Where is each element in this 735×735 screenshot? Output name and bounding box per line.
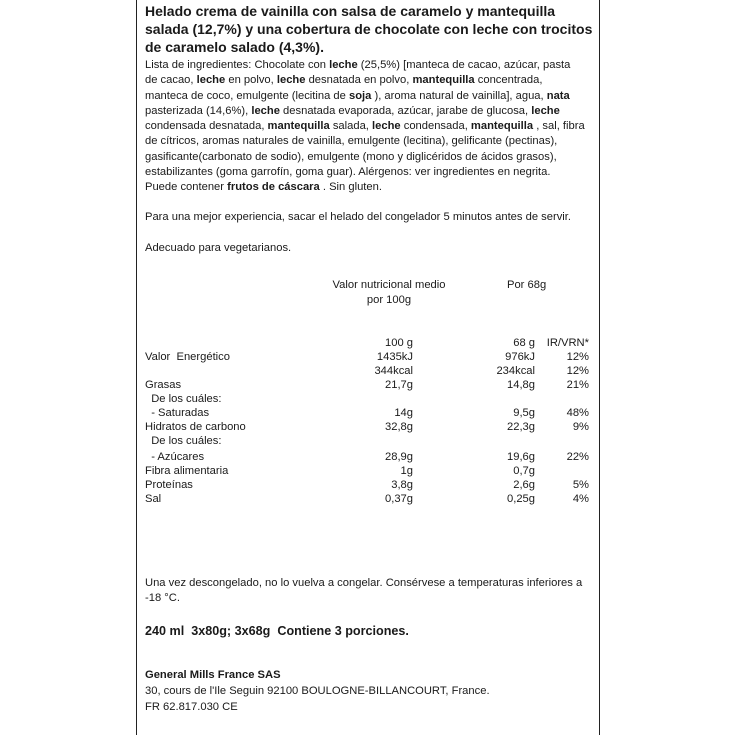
company-address: 30, cours de l'Ile Seguin 92100 BOULOGNE-BILLANCOURT, France. (145, 685, 490, 697)
ingredient-text: condensada desnatada, (145, 120, 268, 133)
ingredient-text: desnatada en polvo, (305, 74, 413, 87)
nutrient-label: Valor Energético (145, 351, 230, 363)
company-registration: FR 62.817.030 CE (145, 701, 238, 713)
nutrient-value-100g: 21,7g (385, 379, 413, 391)
ingredient-text: concentrada, manteca de coco, emulgente (lecitina de (145, 74, 543, 102)
nutrient-label: Fibra alimentaria (145, 465, 229, 477)
volume: 240 ml (145, 624, 185, 638)
nutrient-value-portion: 0,7g (513, 465, 535, 477)
nutrient-value-portion: 976kJ (505, 351, 535, 363)
nutrient-label: - Saturadas (145, 407, 210, 419)
ingredient-text: , sal, fibra de cítricos, aromas naturales de vainilla, emulgente (lecitina), gelificante (pectinas), gasificante(carbonato de sodio), emulgente (mono y diglicéridos de ácidos grasos), estabilizantes (goma garrofín, goma guar). Alérgenos: ver ingredientes en negrita. Puede contener (145, 120, 585, 194)
allergen-text: mantequilla (470, 120, 534, 133)
company-name: General Mills France SAS (145, 669, 281, 681)
allergen-text: leche (329, 59, 358, 71)
nutrient-ir-percent: 5% (572, 479, 589, 491)
unit-weights: 3x80g; 3x68g (191, 624, 271, 638)
nutrient-label: Hidratos de carbono (145, 421, 246, 433)
nutrient-value-100g: 0,37g (385, 493, 413, 505)
ingredients-list (145, 58, 585, 196)
portions: Contiene 3 porciones. (277, 624, 409, 638)
nutrient-value-portion: 19,6g (507, 451, 535, 463)
nutrient-ir-percent: 21% (566, 379, 589, 391)
nutrient-value-100g: 28,9g (385, 451, 413, 463)
serving-advice: Para una mejor experiencia, sacar el helado del congelador 5 minutos antes de servir. (145, 211, 571, 223)
nutrition-header-per-100g: Valor nutricional medio por 100g (332, 279, 446, 306)
ingredient-text: ), aroma natural de vainilla], agua, (371, 89, 547, 102)
nutrient-value-portion: 0,25g (507, 493, 535, 505)
nutrient-label: - Azúcares (145, 451, 205, 463)
nutrient-value-100g: 32,8g (385, 421, 413, 433)
allergen-text: leche (531, 104, 560, 117)
nutrient-ir-percent: 48% (566, 407, 589, 419)
ingredient-text: condensada, (400, 120, 471, 133)
nutrient-label: Proteínas (145, 479, 193, 491)
allergen-text: mantequilla (267, 120, 330, 133)
allergen-text: leche (251, 104, 280, 117)
nutrient-value-100g: 344kcal (374, 365, 413, 377)
storage-instructions: Una vez descongelado, no lo vuelva a congelar. Consérvese a temperaturas inferiores a -18 °C. (145, 577, 583, 605)
ingredient-text: salada, (329, 120, 373, 133)
nutrient-value-100g: 14g (394, 407, 413, 419)
ingredient-text: Lista de ingredientes: Chocolate con (145, 59, 330, 71)
nutrient-value-portion: 9,5g (513, 407, 535, 419)
net-quantity (145, 624, 409, 638)
product-label (136, 0, 600, 735)
ingredient-text: en polvo, (225, 74, 277, 87)
nutrient-label: De los cuáles: (145, 435, 222, 447)
product-title: Helado crema de vainilla con salsa de caramelo y mantequilla salada (12,7%) y una cobertura de chocolate con leche con trocitos de caramelo salado (4,3%). (145, 3, 593, 55)
nutrient-value-portion: 234kcal (496, 365, 535, 377)
ingredient-text: (25,5%) [manteca de cacao, azúcar, pasta de cacao, (145, 59, 571, 87)
allergen-text: mantequilla (412, 74, 475, 87)
nutrient-value-portion: 22,3g (507, 421, 535, 433)
nutrient-value-portion: 14,8g (507, 379, 535, 391)
nutrition-header-per-portion: Por 68g (507, 279, 547, 291)
ingredient-text: . Sin gluten. (319, 181, 382, 194)
allergen-text: leche (196, 74, 226, 87)
nutrient-ir-percent: 12% (566, 351, 589, 363)
nutrient-value-100g: 3,8g (391, 479, 413, 491)
nutrition-subheader-ir: IR/VRN* (546, 337, 589, 349)
nutrient-label: Sal (145, 493, 162, 505)
nutrition-subheader-100g: 100 g (385, 337, 413, 349)
ingredient-text: desnatada evaporada, azúcar, jarabe de glucosa, (279, 104, 532, 117)
nutrition-subheader-portion: 68 g (513, 337, 535, 349)
vegetarian-note: Adecuado para vegetarianos. (145, 242, 292, 254)
nutrient-ir-percent: 9% (572, 421, 589, 433)
nutrient-value-100g: 1435kJ (376, 351, 413, 363)
allergen-text: leche (372, 120, 401, 133)
nutrient-value-100g: 1g (400, 465, 413, 477)
allergen-text: frutos de cáscara (227, 181, 320, 194)
nutrient-label: Grasas (145, 379, 182, 391)
allergen-text: leche (276, 74, 306, 87)
ingredient-text: pasterizada (14,6%), (145, 104, 252, 117)
nutrient-ir-percent: 4% (572, 493, 589, 505)
nutrient-ir-percent: 12% (566, 365, 589, 377)
allergen-text: soja (348, 89, 372, 102)
nutrient-ir-percent: 22% (566, 451, 589, 463)
allergen-text: nata (546, 89, 570, 102)
nutrient-label: De los cuáles: (145, 393, 222, 405)
nutrient-value-portion: 2,6g (513, 479, 535, 491)
